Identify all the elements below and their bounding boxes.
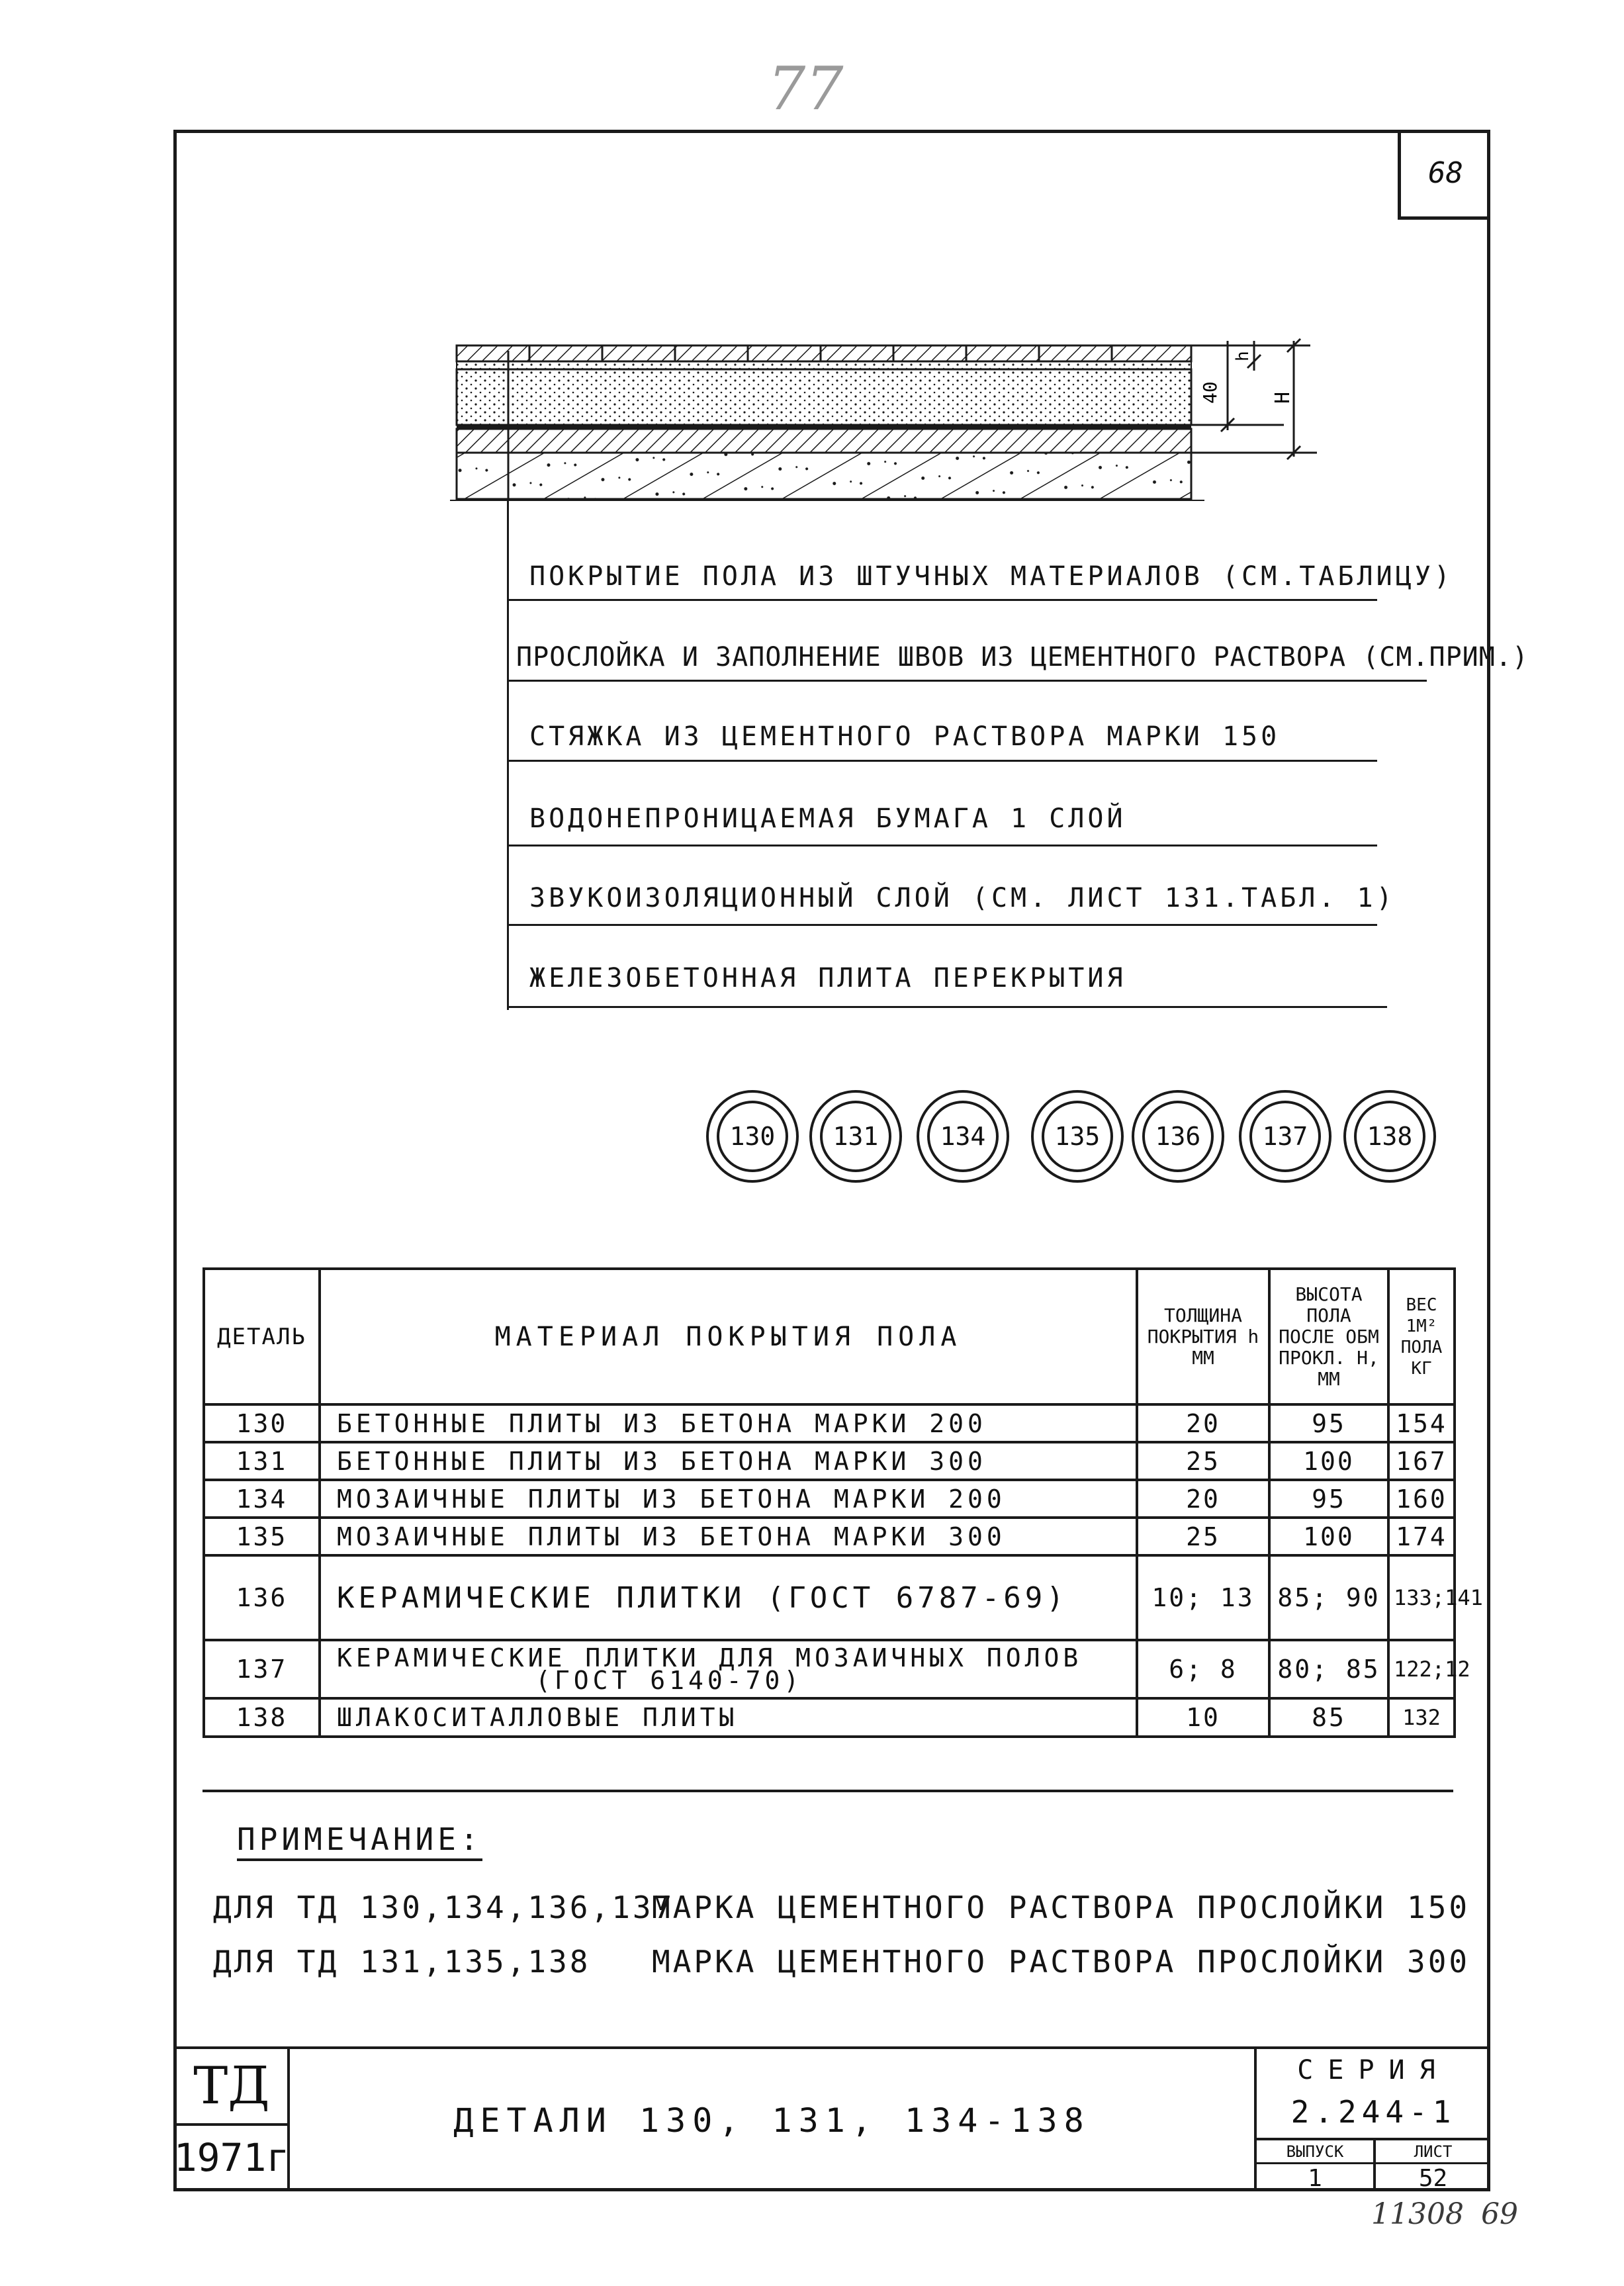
table-row: 137 КЕРАМИЧЕСКИЕ ПЛИТКИ ДЛЯ МОЗАИЧНЫХ ПОЛОВ (ГОСТ 6140-70) 6; 8 80; 85 122;12 — [204, 1640, 1455, 1698]
table-header-row — [204, 1269, 1455, 1404]
note-line-2-right: МАРКА ЦЕМЕНТНОГО РАСТВОРА ПРОСЛОЙКИ 300 — [652, 1944, 1470, 1980]
detail-marker: 130 — [706, 1090, 799, 1183]
material-line-2: (ГОСТ 6140-70) — [535, 1666, 803, 1695]
table-row: 134 МОЗАИЧНЫЕ ПЛИТЫ ИЗ БЕТОНА МАРКИ 200 20 95 160 — [204, 1480, 1455, 1518]
slab-layer — [457, 453, 1191, 499]
header-detail: ДЕТАЛЬ — [204, 1269, 320, 1404]
detail-marker: 137 — [1239, 1090, 1331, 1183]
note-line-2-left: ДЛЯ ТД 131,135,138 — [213, 1944, 591, 1980]
issue-value: 1 — [1308, 2165, 1322, 2192]
detail-marker: 131 — [809, 1090, 902, 1183]
drawing-title: ДЕТАЛИ 130, 131, 134-138 — [453, 2101, 1091, 2140]
screed-layer — [457, 369, 1191, 425]
org-code: ТД — [193, 2056, 270, 2116]
sheet-label: ЛИСТ — [1376, 2140, 1490, 2164]
table-row: 138 ШЛАКОСИТАЛЛОВЫЕ ПЛИТЫ 10 85 132 — [204, 1698, 1455, 1737]
layer-underline-2 — [507, 680, 1427, 682]
table-row: 135 МОЗАИЧНЫЕ ПЛИТЫ ИЗ БЕТОНА МАРКИ 300 25 100 174 — [204, 1518, 1455, 1555]
tile-layer — [457, 345, 1191, 361]
table-row: 136 КЕРАМИЧЕСКИЕ ПЛИТКИ (ГОСТ 6787-69) 10; 13 85; 90 133;141 — [204, 1555, 1455, 1640]
inventory-number: 11308 — [1371, 2197, 1464, 2231]
layer-label-3: СТЯЖКА ИЗ ЦЕМЕНТНОГО РАСТВОРА МАРКИ 150 — [529, 721, 1281, 752]
detail-marker: 138 — [1343, 1090, 1436, 1183]
sheet-number: 68 — [1428, 156, 1463, 190]
dim-h-label: h — [1233, 351, 1253, 361]
layer-underline-1 — [507, 599, 1377, 601]
material-line-1: КЕРАМИЧЕСКИЕ ПЛИТКИ ДЛЯ МОЗАИЧНЫХ ПОЛОВ — [337, 1643, 1083, 1672]
sheet-value: 52 — [1418, 2165, 1448, 2192]
layer-label-5: ЗВУКОИЗОЛЯЦИОННЫЙ СЛОЙ (СМ. ЛИСТ 131.ТАБЛ. 1) — [529, 883, 1396, 913]
layer-label-2: ПРОСЛОЙКА И ЗАПОЛНЕНИЕ ШВОВ ИЗ ЦЕМЕНТНОГО РАСТВОРА (СМ.ПРИМ.) — [516, 642, 1529, 672]
insulation-layer — [457, 429, 1191, 453]
separator-rule — [203, 1790, 1453, 1792]
series-value: 2.244-1 — [1290, 2094, 1457, 2130]
detail-marker: 135 — [1031, 1090, 1124, 1183]
detail-marker: 134 — [917, 1090, 1009, 1183]
layer-label-1: ПОКРЫТИЕ ПОЛА ИЗ ШТУЧНЫХ МАТЕРИАЛОВ (СМ.ТАБЛИЦУ) — [529, 561, 1453, 592]
leader-line — [507, 500, 509, 1010]
page-stamp: 69 — [1481, 2197, 1518, 2231]
dim-H-label: H — [1271, 391, 1294, 404]
header-material: МАТЕРИАЛ ПОКРЫТИЯ ПОЛА — [320, 1269, 1137, 1404]
layer-underline-3 — [507, 760, 1377, 762]
note-title: ПРИМЕЧАНИЕ: — [237, 1821, 482, 1861]
layer-label-6: ЖЕЛЕЗОБЕТОННАЯ ПЛИТА ПЕРЕКРЫТИЯ — [529, 963, 1126, 993]
header-height: ВЫСОТА ПОЛА ПОСЛЕ ОБМ ПРОКЛ. H, ММ — [1269, 1269, 1388, 1404]
header-thickness: ТОЛЩИНА ПОКРЫТИЯ h ММ — [1137, 1269, 1269, 1404]
sheet-number-box — [1398, 130, 1490, 220]
layer-underline-5 — [507, 924, 1377, 926]
detail-marker: 136 — [1132, 1090, 1224, 1183]
series-label: СЕРИЯ — [1297, 2055, 1450, 2085]
note-line-1-right: МАРКА ЦЕМЕНТНОГО РАСТВОРА ПРОСЛОЙКИ 150 — [652, 1890, 1470, 1925]
table-row: 131 БЕТОННЫЕ ПЛИТЫ ИЗ БЕТОНА МАРКИ 300 25 100 167 — [204, 1442, 1455, 1480]
layer-underline-6 — [507, 1006, 1387, 1008]
table-row: 130 БЕТОННЫЕ ПЛИТЫ ИЗ БЕТОНА МАРКИ 200 20 95 154 — [204, 1404, 1455, 1442]
issue-label: ВЫПУСК — [1257, 2140, 1373, 2164]
materials-table — [203, 1267, 1483, 1738]
year: 1971г — [173, 2135, 290, 2180]
dim-40-label: 40 — [1199, 381, 1221, 404]
header-weight: ВЕС 1М² ПОЛА КГ — [1388, 1269, 1455, 1404]
note-line-1-left: ДЛЯ ТД 130,134,136,137 — [213, 1890, 675, 1925]
layer-label-4: ВОДОНЕПРОНИЦАЕМАЯ БУМАГА 1 СЛОЙ — [529, 803, 1126, 834]
floor-section-drawing — [437, 331, 1337, 523]
mortar-bedding-layer — [457, 361, 1191, 369]
layer-underline-4 — [507, 845, 1377, 846]
top-stamp: 77 — [768, 54, 844, 124]
